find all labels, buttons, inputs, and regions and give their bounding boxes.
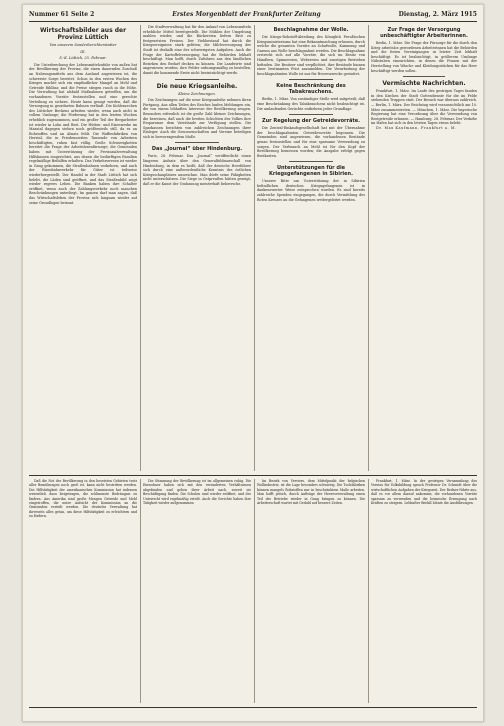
column-divider — [368, 479, 369, 703]
article-heading: Die neue Kriegsanleihe. — [156, 82, 238, 90]
section-number: III. — [80, 49, 86, 54]
column-4 — [371, 25, 477, 471]
separator — [289, 79, 332, 80]
lower-column-2 — [143, 479, 251, 703]
article-body: Daß die Not der Bevölkerung in den besetzten Gebieten trotz aller Bemühungen noch groß ist, kann nicht bestritten werden. Die Hilfstätigkeit der amerikanischen Kommission hat indessen wesentlich dazu beigetragen, die schlimmste Bedrängnis zu lindern. Aus Amerika sind große Mengen Getreide und Mehl eingetroffen, die unter Aufsicht der Kommission an die Gemeinden verteilt werden. Die deutsche Verwaltung hat ihrerseits alles getan, um diese Hilfstätigkeit zu erleichtern und zu fördern. — [29, 479, 137, 519]
footer-rule — [29, 707, 477, 708]
article-subheading: Von unserem Sonderberichterstatter — [49, 43, 117, 47]
article-body: Unserer Bitte um Unterstützung der in Sibirien befindlichen deutschen Kriegsgefangenen ist in dankenswerter Weise entsprochen worden. Es sind bereits zahlreiche Spenden eingegangen, die durch Vermittlung des Roten Kreuzes an die Gefangenen weitergeleitet werden. — [257, 179, 365, 202]
column-2 — [143, 25, 251, 471]
newspaper-page — [22, 4, 484, 722]
column-divider — [254, 25, 255, 471]
article-heading: Das „Journal“ über Hindenburg. — [151, 146, 243, 153]
article-body: Die Kriegs-Rohstoff-Abteilung des Königlich Preußischen Kriegsministeriums hat eine Bekanntmachung erlassen, durch welche die gesamten Vorräte an Schafwolle, Kammzug und Garnen aus Wolle beschlagnahmt werden. Die Beschlagnahme erstreckt sich auf alle Vorräte, die sich im Besitz von Händlern, Spinnereien, Webereien und sonstigen Betrieben befinden. Die Besitzer sind verpflichtet, ihre Bestände binnen einer bestimmten Frist anzumelden. Die Verarbeitung der beschlagnahmten Wolle ist nur für Heereszwecke gestattet. — [257, 35, 365, 76]
article-body: Berlin, 1. März. Von zuständiger Stelle wird mitgeteilt, daß eine Beschränkung des Tabakrauchens nicht beabsichtigt ist. Die umlaufenden Gerüchte entbehren jeder Grundlage. — [257, 97, 365, 111]
lower-column-1 — [29, 479, 137, 703]
article-body: Frankfurt, 1. März. In der gestrigen Versammlung des Vereins für Volksbildung sprach Professor Dr. Schmidt über die wirtschaftlichen Aufgaben der Kriegszeit. Der Redner führte aus, daß es vor allem darauf ankomme, die vorhandenen Vorräte sparsam zu verwenden und die heimische Erzeugung nach Kräften zu steigern. Lebhafter Beifall lohnte die Ausführungen. — [371, 479, 477, 506]
article-body: Die Unterbrechung der Lebensmittelzufuhr von außen hat der Bevölkerung der Provinz, die einen dauernden Zuschuß an Nahrungsmitteln aus dem Ausland angewiesen ist, die schwerste Sorge bereitet. Schon in den ersten Wochen des Krieges machte sich ein empfindlicher Mangel an Mehl und Getreide fühlbar, und die Preise stiegen rasch in die Höhe. Die Verwaltung hat alsbald Maßnahmen getroffen, um die vorhandenen Vorräte festzustellen und eine gerechte Verteilung zu sichern. Heute kann gesagt werden, daß die Versorgung in geordneten Bahnen verläuft. Die Kohlenzechen des Lütticher Beckens arbeiten wieder, wenn auch nicht in vollem Umfange; die Förderung hat in den letzten Wochen erheblich zugenommen, und ein großer Teil der Bergarbeiter ist wieder in Lohn und Brot. Die Hütten- und Eisenwerke im Maastal dagegen stehen noch größtenteils still, da es an Rohstoffen und an Absatz fehlt. Die Waffenfabriken von Herstal, die in Friedenszeiten Tausende von Arbeitern beschäftigten, ruhen fast völlig. Große Schwierigkeiten bereitet die Frage der Arbeitslosenfürsorge; die Gemeinden haben mit Unterstützung der Provinzialverwaltung Hilfskassen eingerichtet, aus denen die bedürftigen Familien regelmäßige Beihilfen erhalten. Das Verkehrswesen ist wieder in Gang gekommen, die Straßenbahnen verkehren, und auch der Eisenbahnverkehr für Güter ist teilweise wiederhergestellt. Der Handel in der Stadt Lüttich hat sich belebt, die Läden sind geöffnet, und das Straßenbild zeigt wieder regeres Leben. Die Banken haben ihre Schalter eröffnet, wenn auch der Zahlungsverkehr noch manchen Beschränkungen unterliegt. Im ganzen darf man sagen, daß das Wirtschaftsleben der Provinz sich langsam wieder auf seine Grundlagen besinnt. — [29, 62, 137, 205]
article-heading: Keine Beschränkung des Tabakrauchens. — [276, 83, 346, 96]
article-heading: Zur Frage der Versorgung unbeschäftigter Arbeiterinnen. — [380, 27, 468, 39]
article-body: Die Stadtverwaltung hat für den Ankauf von Lebensmitteln erhebliche Mittel bereitgestellt. Die Mühlen der Umgebung mahlen wieder, und die Bäckereien liefern Brot zu festgesetzten Preisen. Der Viehbestand hat durch die Kriegsereignisse stark gelitten; die Milchversorgung der Stadt ist deshalb eine der schwierigsten Aufgaben. Auch die Frage der Kartoffelversorgung hat die Behörden lebhaft beschäftigt. Man hofft, durch Zufuhren aus den ländlichen Bezirken den Bedarf decken zu können. Die Landwirte sind angewiesen worden, ihre Felder ordnungsmäßig zu bestellen, damit die kommende Ernte nicht beeinträchtigt werde. — [143, 25, 251, 75]
article-body: Frankfurt, 1. März. Im Laufe des gestrigen Tages fanden in den Kirchen der Stadt Gottesdienste für die im Felde stehenden Truppen statt. Der Besuch war überaus zahlreich. — Berlin, 1. März. Der Reichstag wird voraussichtlich am 10. März zusammentreten. — München, 1. März. Die bayerische Regierung hat eine Verordnung über die Verwendung von Brotgetreide erlassen. — Hamburg, 28. Februar. Der Verkehr im Hafen hat sich in den letzten Tagen etwas belebt. — [371, 89, 477, 126]
lower-column-4 — [371, 479, 477, 703]
article-heading: Unterstützungen für die Kriegsgefangenen in Sibirien. — [269, 165, 353, 178]
page-header — [29, 9, 477, 19]
separator — [403, 76, 445, 77]
article-body: Die Zeichnungen auf die neue Kriegsanleihe nehmen ihren Fortgang. Aus allen Teilen des Reiches laufen Meldungen ein, die von einem lebhaften Interesse der Bevölkerung zeugen. Besonders erfreulich ist die große Zahl kleiner Zeichnungen, die beweisen, daß auch die breiten Schichten des Volkes ihre Ersparnisse dem Vaterlande zur Verfügung stellen. Die Sparkassen berichten von zahlreichen Zeichnungen ihrer Einleger. Auch die Genossenschaften und Vereine beteiligen sich in hervorragendem Maße. — [143, 98, 251, 139]
column-1 — [29, 25, 137, 471]
separator — [289, 114, 332, 115]
header-rule — [29, 21, 477, 22]
column-divider — [140, 25, 141, 471]
separator — [175, 79, 218, 80]
column-divider — [368, 25, 369, 471]
issue-number: Nummer 61 Seite 2 — [29, 10, 95, 18]
column-divider — [140, 479, 141, 703]
column-3 — [257, 25, 365, 471]
article-body: Die Zentral-Einkaufsgesellschaft hat mit der Übernahme der beschlagnahmten Getreidevorräte begonnen. Die Gemeinden sind angewiesen, die vorhandenen Bestände genau festzustellen und für eine sparsame Verwendung zu sorgen. Der Verbrauch an Mehl ist für den Kopf der Bevölkerung bemessen worden; die Ausgabe erfolgt gegen Brotkarten. — [257, 126, 365, 158]
article-body: Im Bezirk von Verviers, dem Mittelpunkt der belgischen Wollindustrie, ist die Lage besonders schwierig. Die Tuchfabriken können mangels Rohstoffen nur in beschränktem Maße arbeiten. Man hofft jedoch, durch Aufträge der Heeresverwaltung einen Teil der Betriebe wieder in Gang bringen zu können. Die Arbeiterschaft wartet mit Geduld auf bessere Zeiten. — [257, 479, 365, 506]
column-divider — [254, 479, 255, 703]
section-rule — [29, 475, 477, 476]
article-body: Die Stimmung der Bevölkerung ist im allgemeinen ruhig. Die Einwohner haben sich mit den veränderten Verhältnissen abgefunden und gehen ihrer Arbeit nach, soweit sie Beschäftigung finden. Die Schulen sind wieder eröffnet, und der Unterricht wird regelmäßig erteilt. Auch die Gerichte haben ihre Tätigkeit wieder aufgenommen. — [143, 479, 251, 506]
lower-column-3 — [257, 479, 365, 703]
article-heading: Wirtschaftsbilder aus der Provinz Lüttich — [39, 27, 127, 41]
dateline: S.-K. Lüttich, 25. Februar. — [59, 56, 107, 61]
separator — [289, 161, 332, 162]
newspaper-masthead: Erstes Morgenblatt der Frankfurter Zeitung — [172, 10, 321, 18]
article-body: Paris, 28. Februar. Das „Journal“ veröffentlicht einen längeren Aufsatz über den Generalfeldmarschall von Hindenburg, in dem es heißt, daß der deutsche Heerführer sich durch eine außerordentliche Kenntnis des östlichen Kriegsschauplatzes auszeichne. Man dürfe seine Fähigkeiten nicht unterschätzen. Die Siege in Ostpreußen hätten gezeigt, daß er die Kunst der Umfassung meisterhaft beherrsche. — [143, 154, 251, 187]
article-heading: Zur Regelung der Getreidevorräte. — [261, 118, 361, 125]
article-subheading: Kleine Zeichnungen. — [178, 91, 216, 96]
separator — [175, 142, 218, 143]
article-body: Berlin, 1. März. Die Frage der Fürsorge für die durch den Krieg arbeitslos gewordenen Arbeiterinnen hat die Behörden und die freien Vereinigungen in letzter Zeit lebhaft beschäftigt. Es ist beabsichtigt, in größerem Umfange Nähstuben einzurichten, in denen die Frauen mit der Herstellung von Wäsche und Kleidungsstücken für das Heer beschäftigt werden sollen. — [371, 41, 477, 73]
article-heading: Beschlagnahme der Wolle. — [273, 27, 349, 33]
issue-date: Dienstag, 2. März 1915 — [398, 10, 477, 18]
article-heading: Vermischte Nachrichten. — [382, 80, 466, 88]
signature: Dr. Max Kaufmann, Frankfurt a. M. — [376, 125, 457, 130]
